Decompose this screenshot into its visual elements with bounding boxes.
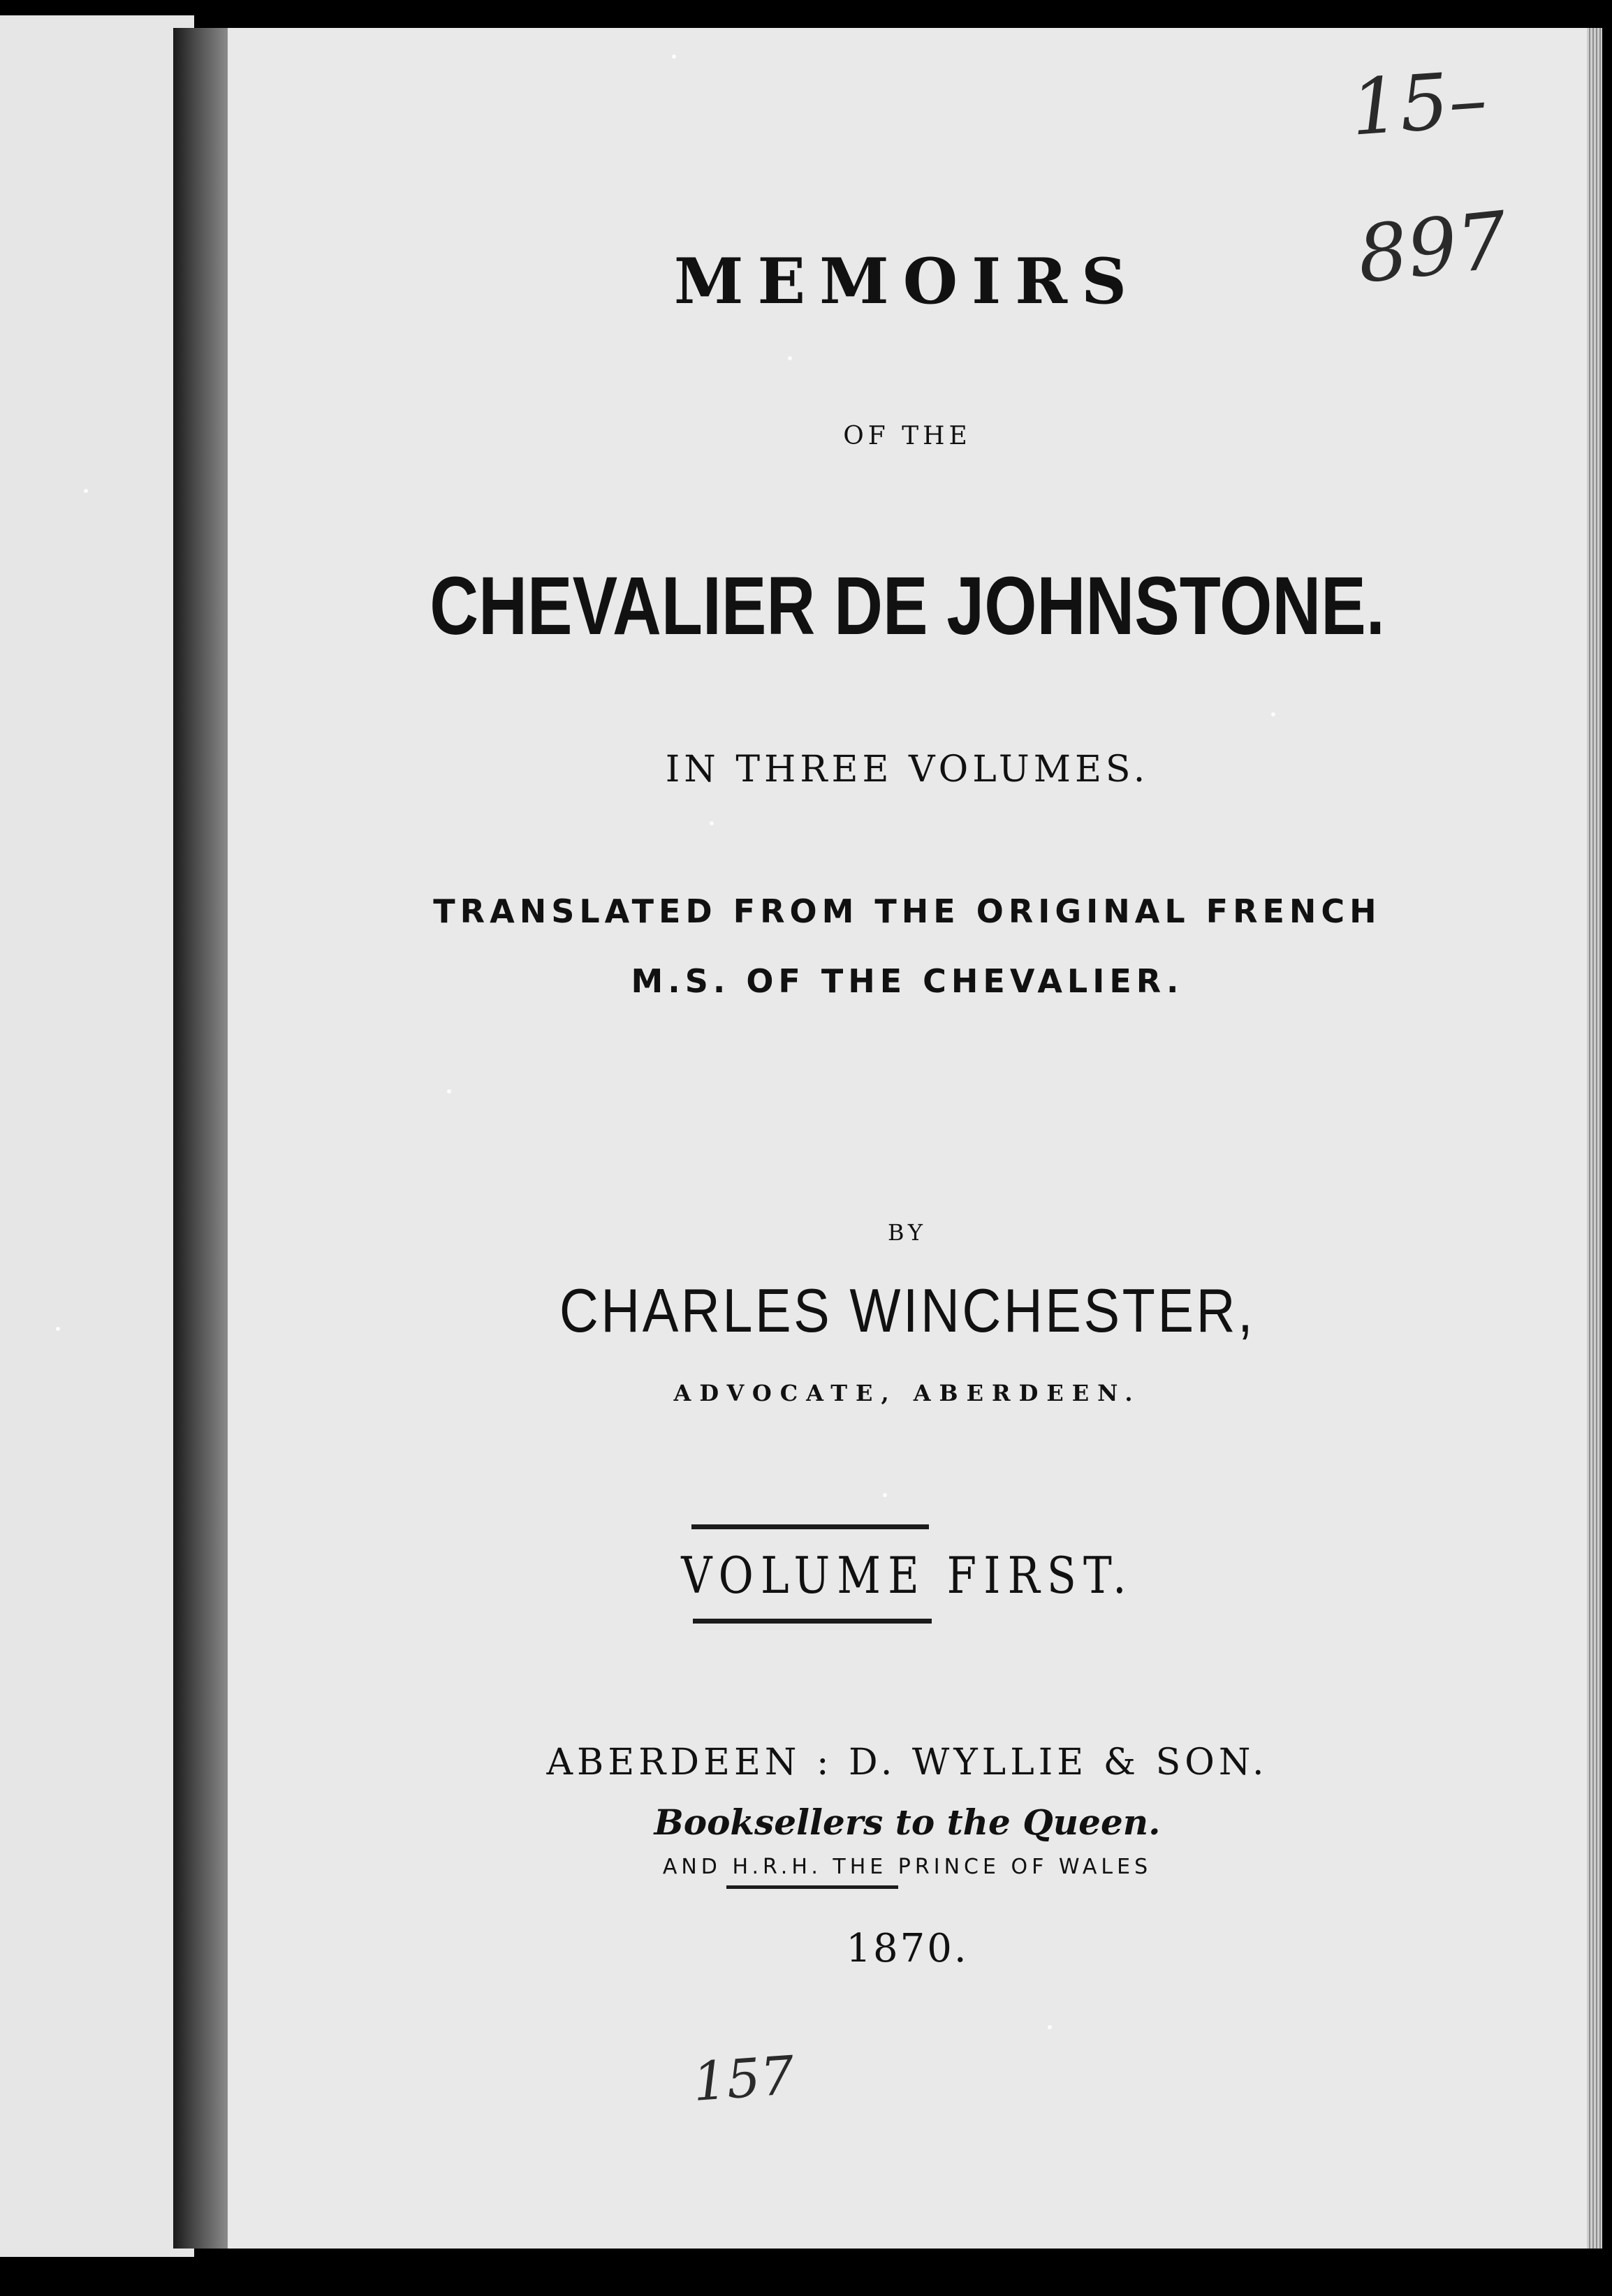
book-gutter <box>173 28 228 2249</box>
book-title: MEMOIRS <box>673 244 1141 318</box>
of-the-text: OF THE <box>843 422 972 450</box>
scan-speck <box>1048 2025 1052 2029</box>
by-text: BY <box>887 1219 928 1246</box>
scan-speck <box>56 1327 60 1331</box>
handwritten-number-bottom: 157 <box>691 2044 796 2113</box>
author-title: ADVOCATE, ABERDEEN. <box>673 1380 1141 1406</box>
page-edges <box>1587 28 1602 2249</box>
handwritten-number-second: 897 <box>1353 195 1511 301</box>
volume-label: VOLUME FIRST. <box>681 1546 1134 1605</box>
scan-speck <box>710 821 714 825</box>
scan-speck <box>883 1493 887 1497</box>
scan-speck <box>1271 712 1275 716</box>
book-subject: CHEVALIER DE JOHNSTONE. <box>430 560 1385 652</box>
booksellers-line: Booksellers to the Queen. <box>654 1802 1161 1843</box>
volume-count: IN THREE VOLUMES. <box>665 749 1150 790</box>
handwritten-number-top: 15– <box>1347 54 1490 153</box>
scan-speck <box>447 1089 451 1094</box>
translation-note-line1: TRANSLATED FROM THE ORIGINAL FRENCH <box>433 892 1382 930</box>
imprint-rule <box>726 1885 898 1889</box>
publication-year: 1870. <box>846 1926 969 1971</box>
translation-note-line2: M.S. OF THE CHEVALIER. <box>631 962 1184 1000</box>
left-page-leaf <box>0 15 194 2257</box>
author-name: CHARLES WINCHESTER, <box>559 1276 1256 1345</box>
lower-rule <box>693 1619 932 1624</box>
upper-rule <box>691 1524 929 1529</box>
scan-speck <box>788 356 792 360</box>
publisher: ABERDEEN : D. WYLLIE & SON. <box>546 1742 1268 1783</box>
title-page <box>228 28 1587 2249</box>
scan-speck <box>672 54 676 59</box>
scan-speck <box>84 489 88 493</box>
royal-appointment: AND H.R.H. THE PRINCE OF WALES <box>662 1855 1152 1879</box>
